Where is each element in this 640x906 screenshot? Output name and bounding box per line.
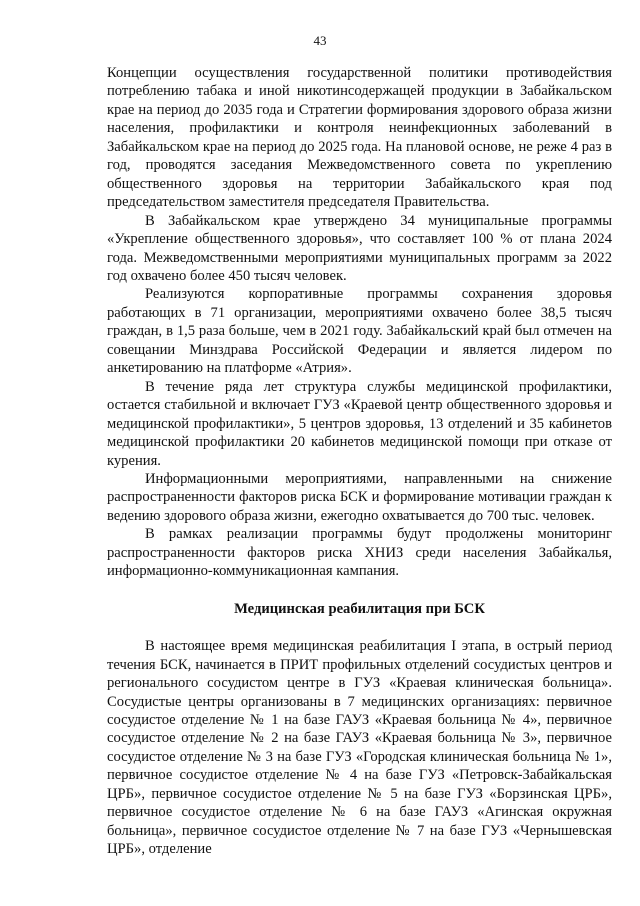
paragraph-corporate-programs: Реализуются корпоративные программы сохранения здоровья работающих в 71 организации, мероприятиями охвачено более 38,5 тысяч граждан, в 1,5 раза больше, чем в 2021 году. Забайкальский край был отмечен на совещании Минздрава Российской Федерации и является лидером по анкетированию на платформе «Атрия».: [107, 286, 612, 377]
paragraph-information-activities: Информационными мероприятиями, направленными на снижение распространенности факторов риска БСК и формирование мотивации граждан к ведению здорового образа жизни, ежегодно охватывается до 700 тыс. человек.: [107, 470, 612, 524]
paragraph-monitoring: В рамках реализации программы будут продолжены мониторинг распространенности факторов риска ХНИЗ среди населения Забайкалья, информационно-коммуникационная кампания.: [107, 526, 612, 580]
paragraph-municipal-programs: В Забайкальском крае утверждено 34 муниципальные программы «Укрепление общественного здоровья», что составляет 100 % от плана 2024 года. Межведомственными мероприятиями муниципальных программ за 2022 год охвачено более 450 тысяч человек.: [107, 212, 612, 284]
paragraph-vascular-centers: В настоящее время медицинская реабилитация I этапа, в острый период течения БСК, начинается в ПРИТ профильных отделений сосудистых центров и регионального сосудистом центре в ГУЗ «Краевая клиническая больница». Сосудистые центры организованы в 7 медицинских организациях: первичное сосудистое отделение № 1 на базе ГАУЗ «Краевая больница № 4», первичное сосудистое отделение № 2 на базе ГАУЗ «Краевая больница № 3», первичное сосудистое отделение № 3 на базе ГУЗ «Городская клиническая больница № 1», первичное сосудистое отделение № 4 на базе ГУЗ «Петровск-Забайкальская ЦРБ», первичное сосудистое отделение № 5 на базе ГУЗ «Борзинская ЦРБ», первичное сосудистое отделение № 6 на базе ГАУЗ «Агинская окружная больница», первичное сосудистое отделение № 7 на базе ГУЗ «Чернышевская ЦРБ», отделение: [107, 638, 612, 858]
paragraph-prevention-service: В течение ряда лет структура службы медицинской профилактики, остается стабильной и включает ГУЗ «Краевой центр общественного здоровья и медицинской профилактики», 5 центров здоровья, 13 отделений и 35 кабинетов медицинской профилактики 20 кабинетов медицинской помощи при отказе от курения.: [107, 378, 612, 469]
paragraph-strategy-continuation: Концепции осуществления государственной политики противодействия потреблению табака и иной никотинсодержащей продукции в Забайкальском крае на период до 2035 года и Стратегии формирования здорового образа жизни населения, профилактики и контроля неинфекционных заболеваний в Забайкальском крае на период до 2025 года. На плановой основе, не реже 4 раз в год, проводятся заседания Межведомственного совета по укреплению общественного здоровья на территории Забайкальского края под председательством заместителя председателя Правительства.: [107, 65, 612, 211]
page-number: 43: [313, 33, 327, 48]
section-heading-rehabilitation: Медицинская реабилитация при БСК: [234, 600, 485, 617]
document-body: [107, 64, 612, 859]
